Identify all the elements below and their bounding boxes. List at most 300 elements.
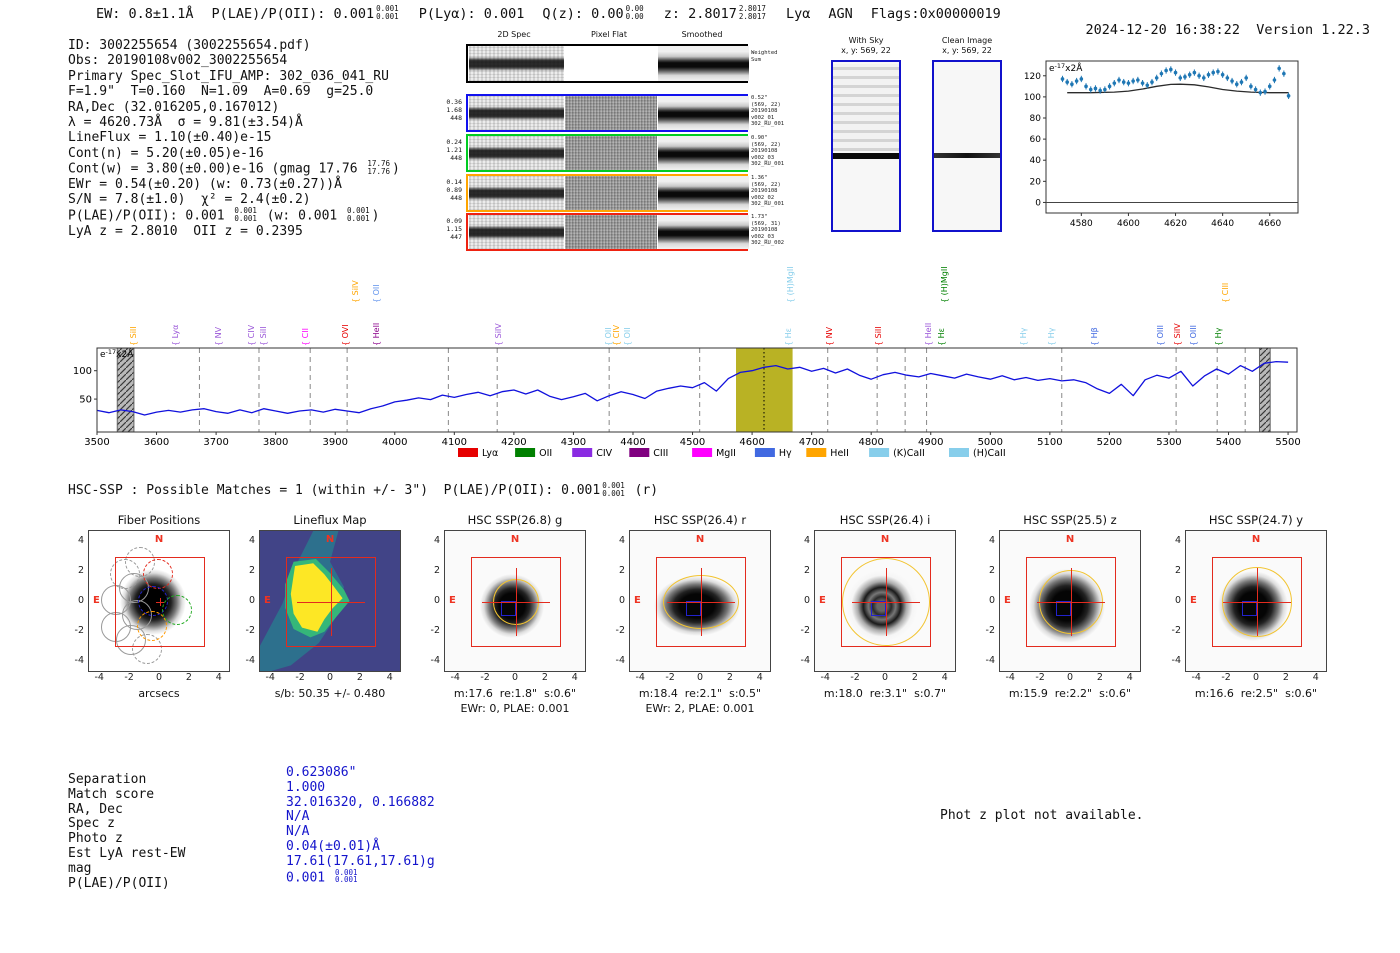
main-x-tick: 3600 (143, 437, 170, 448)
panel-title-g: HSC SSP(26.8) g (467, 513, 563, 527)
mini-data-point (1254, 88, 1258, 92)
row-left-label-line: 447 (450, 233, 462, 241)
spec2d-image (469, 96, 564, 130)
compass-east-label: E (1190, 595, 1197, 606)
emission-line-marker: { CIV (611, 324, 621, 346)
text-segment: (w: 0.001 (258, 208, 346, 224)
z-fraction: 2.8017 2.8017 (738, 4, 766, 21)
main-x-tick: 3700 (203, 437, 229, 448)
panel-x-tick: -2 (1221, 672, 1231, 683)
row-left-label-line: 448 (450, 194, 462, 202)
main-units-annotation: $e^{-17}x2Å$ (100, 348, 134, 360)
panel-x-tick: -4 (1005, 672, 1015, 683)
panel-x-tick: 0 (511, 672, 519, 683)
panel-y-tick: 0 (1174, 595, 1181, 606)
text-segment: ) (392, 161, 400, 177)
row-right-label-line: 20190108 (751, 108, 778, 114)
mini-y-tick: 60 (1029, 135, 1041, 146)
pixelflat-image (565, 136, 657, 170)
emission-line-marker: { SiIV (494, 323, 504, 346)
mini-data-point (1287, 94, 1291, 98)
legend-label: CIV (596, 448, 613, 459)
pixelflat-image (565, 215, 657, 249)
crosshair-v (1071, 568, 1072, 637)
mini-data-point (1193, 71, 1197, 75)
panel-y-tick: -2 (985, 624, 995, 636)
compass-east-label: E (93, 595, 100, 606)
match-row-label: P(LAE)/P(OII) (68, 875, 170, 891)
mini-data-point (1202, 76, 1206, 80)
match-row-label: Separation (68, 772, 147, 787)
row-right-label-line: 1.36" (751, 175, 768, 181)
mini-data-point (1131, 79, 1135, 83)
panel-y-tick: 0 (77, 595, 84, 606)
row-left-label-line: 0.89 (446, 186, 462, 194)
fraction-sub: 0.001 (347, 213, 370, 223)
panel-caption: m:16.6 re:2.5" s:0.6" (1194, 687, 1318, 700)
row-left-labels (432, 138, 462, 162)
row-right-label-line: 0.52" (751, 95, 768, 101)
panel-x-tick: 2 (1282, 672, 1289, 683)
panel-y-tick: -2 (1171, 624, 1181, 636)
compass-east-label: E (819, 595, 826, 606)
mini-data-point (1075, 79, 1079, 83)
mini-data-point (1221, 73, 1225, 77)
emission-line-marker: { OIII (1155, 324, 1165, 346)
spec2d-image (469, 46, 564, 81)
panel-y-tick: 2 (803, 565, 810, 577)
text-segment: Cont(w) = 3.80(±0.00)e-16 (gmag 17.76 (68, 161, 366, 177)
mini-x-tick: 4580 (1069, 219, 1093, 227)
cutout-2d-row (466, 174, 748, 212)
panel-x-tick: -4 (94, 672, 104, 683)
main-x-tick: 4900 (918, 437, 944, 448)
mini-x-tick: 4660 (1258, 219, 1282, 227)
panel-title-y: HSC SSP(24.7) y (1208, 513, 1304, 527)
mini-data-point (1084, 85, 1088, 89)
panel-caption: s/b: 50.35 +/- 0.480 (274, 687, 386, 700)
legend-label: CIII (653, 448, 669, 459)
panel-y-tick: -4 (430, 654, 440, 666)
emission-line-marker: { HeII (371, 322, 381, 346)
panel-x-tick: 2 (541, 672, 548, 683)
row-right-label-line: v002_02 (751, 194, 775, 201)
text-segment: Cont(n) = 5.20(±0.05)e-16 (68, 145, 264, 161)
panel-y-tick: -4 (615, 654, 625, 666)
hsc-match-text: HSC-SSP : Possible Matches = 1 (within +/- 3") P(LAE)/P(OII): 0.001 (68, 483, 601, 499)
mini-data-point (1230, 79, 1234, 83)
panel-y-tick: 4 (77, 535, 84, 547)
match-row-label: Spec z (68, 816, 115, 832)
match-row-label: mag (68, 860, 92, 876)
text-segment: RA,Dec (32.016205,0.167012) (68, 99, 280, 115)
match-table-values (286, 766, 435, 886)
info-line (68, 205, 400, 224)
panel-y-tick: 2 (1174, 565, 1181, 577)
text-segment: Primary Spec_Slot_IFU_AMP: 302_036_041_RU (68, 68, 389, 84)
row-right-label-line: 20190108 (751, 148, 778, 154)
compass-north-label: N (154, 534, 164, 545)
panel-x-tick: -4 (450, 672, 460, 683)
panel-x-tick: 2 (356, 672, 363, 683)
header-ew: EW: 0.8±1.1Å (96, 6, 194, 22)
hsc-plae-fraction: 0.001 0.001 (602, 481, 625, 498)
match-row-value: 0.04(±0.01)Å (286, 838, 380, 854)
panel-y-tick: -2 (245, 624, 255, 636)
summary-header (96, 6, 1001, 22)
panel-caption: EWr: 2, PLAE: 0.001 (645, 702, 755, 715)
emission-line-marker: { SiIV (351, 280, 361, 303)
panel-x-tick: -4 (1191, 672, 1201, 683)
emission-line-marker: { Hε (783, 328, 793, 346)
emission-line-marker: { (H)MgII (940, 266, 950, 303)
panel-y-tick: 0 (988, 595, 995, 606)
header-plae: P(LAE)/P(OII): 0.001 0.001 0.001 (211, 4, 399, 22)
panel-y-tick: -2 (74, 624, 84, 636)
match-row-value: N/A (286, 809, 310, 825)
text-segment: ) (371, 208, 380, 224)
row-right-labels (751, 214, 784, 247)
row-right-label-line: (569, 22) (751, 141, 781, 148)
emission-line-marker: { SiII (129, 326, 139, 346)
panel-x-tick: 4 (1312, 672, 1319, 683)
panel-y-tick: 4 (248, 535, 255, 547)
panel-title-i: HSC SSP(26.4) i (839, 513, 931, 527)
mini-data-point (1127, 81, 1131, 85)
text-segment: EWr = 0.54(±0.20) (w: 0.73(±0.27))Å (68, 177, 342, 193)
mini-data-point (1226, 76, 1230, 80)
panel-x-tick: 4 (1126, 672, 1133, 683)
panel-caption: m:18.4 re:2.1" s:0.5" (638, 687, 762, 700)
smoothed-image (658, 176, 749, 210)
info-block (68, 38, 400, 239)
info-line (68, 224, 400, 239)
masked-region-band (117, 348, 134, 432)
panel-x-tick: -2 (295, 672, 305, 683)
main-x-tick: 4400 (620, 437, 646, 448)
main-x-tick: 5200 (1096, 437, 1123, 448)
mini-data-point (1249, 85, 1253, 89)
main-plot-frame (97, 348, 1297, 432)
panel-x-tick: 0 (881, 672, 889, 683)
hsc-match-header (68, 483, 658, 499)
row-right-labels (751, 135, 784, 168)
panel-y-tick: -4 (800, 654, 810, 666)
panel-x-tick: 0 (326, 672, 334, 683)
panel-x-tick: -4 (265, 672, 275, 683)
mini-data-point (1145, 83, 1149, 87)
match-row-label: Match score (68, 786, 155, 802)
panel-x-tick: 4 (215, 672, 222, 683)
panel-x-tick: 4 (386, 672, 393, 683)
info-line (68, 69, 400, 84)
text-segment: P(LAE)/P(OII): 0.001 (68, 208, 233, 224)
emission-line-marker: { OIII (1188, 324, 1198, 346)
mini-y-tick: 0 (1035, 198, 1041, 209)
row-right-label-line: 1.73" (751, 214, 768, 220)
row-right-label-line: 20190108 (751, 227, 778, 233)
mini-data-point (1070, 82, 1074, 86)
emission-line-marker: { HeII (923, 322, 933, 346)
panel-y-tick: -4 (1171, 654, 1181, 666)
legend-label: (H)CaII (973, 448, 1006, 459)
info-line (68, 115, 400, 130)
fraction-sub: 17.76 (367, 167, 390, 177)
panel-x-tick: -2 (124, 672, 134, 683)
spec2d-column-header: Smoothed (681, 30, 723, 39)
panel-y-tick: -2 (615, 624, 625, 636)
info-line (68, 84, 400, 99)
crosshair-v (516, 568, 517, 637)
mini-data-point (1065, 80, 1069, 84)
mini-data-point (1103, 88, 1107, 92)
header-plya: P(Lyα): 0.001 (418, 6, 525, 22)
cutout-2d-row (466, 134, 748, 172)
sky-title-line: Clean Image (941, 36, 993, 45)
row-right-label-line: 302_RU_001 (751, 121, 785, 127)
mini-data-point (1098, 89, 1102, 93)
smoothed-image (658, 96, 749, 130)
sky-subtitle-line: x, y: 569, 22 (841, 46, 891, 55)
crosshair-v (331, 568, 332, 637)
mini-data-point (1207, 73, 1211, 77)
panel-x-tick: 0 (1066, 672, 1074, 683)
panel-x-tick: -2 (1035, 672, 1045, 683)
main-x-tick: 4800 (858, 437, 884, 448)
mini-data-point (1155, 76, 1159, 80)
row-left-labels (432, 98, 462, 122)
legend-swatch-(K)CaII (869, 448, 889, 457)
panel-y-tick: 2 (248, 565, 255, 577)
panel-y-tick: 4 (1174, 535, 1181, 547)
mini-data-point (1089, 88, 1093, 92)
main-x-tick: 5300 (1156, 437, 1182, 448)
panel-title-r: HSC SSP(26.4) r (653, 513, 747, 527)
header-agn: AGN (828, 6, 853, 22)
emission-line-marker: { Hγ (1047, 327, 1057, 346)
panel-title-z: HSC SSP(25.5) z (1023, 513, 1117, 527)
cutout-2d-row (466, 213, 748, 251)
panel-x-tick: -2 (665, 672, 675, 683)
text-segment: F=1.9" T=0.160 N=1.09 A=0.69 g=25.0 (68, 84, 374, 100)
emission-line-marker: { OII (623, 327, 633, 346)
panel-image-y (1185, 530, 1327, 672)
legend-swatch-Hγ (755, 448, 775, 457)
panel-y-tick: -4 (245, 654, 255, 666)
info-line (68, 130, 400, 145)
plae-fraction: 0.001 0.001 (376, 4, 399, 21)
row-right-label-line: 302_RU_001 (751, 201, 785, 207)
stacked-fraction (335, 869, 358, 885)
panel-x-tick: 0 (1252, 672, 1260, 683)
row-right-label-line: 302_RU_002 (751, 240, 785, 246)
mini-y-tick: 40 (1029, 156, 1041, 167)
fraction-sub: 0.001 (334, 875, 358, 885)
match-row-value: N/A (286, 824, 310, 840)
mini-data-point (1197, 74, 1201, 78)
sky-title-line: With Sky (848, 36, 884, 45)
emission-line-marker: { Hβ (1089, 327, 1099, 346)
report-date: 2024-12-20 16:38:22 (1085, 22, 1240, 38)
emission-line-marker: { SiII (874, 326, 884, 346)
crosshair-v (701, 568, 702, 637)
mini-data-point (1122, 80, 1126, 84)
mini-data-point (1112, 81, 1116, 85)
main-x-tick: 3900 (322, 437, 348, 448)
match-table-labels (68, 773, 185, 891)
emission-line-marker: { CIII (1220, 282, 1230, 303)
panel-x-tick: 2 (185, 672, 192, 683)
mini-data-point (1244, 76, 1248, 80)
emission-line-marker: { OII (371, 284, 381, 303)
panel-x-tick: 0 (696, 672, 704, 683)
compass-east-label: E (1004, 595, 1011, 606)
text-segment: Obs: 20190108v002_3002255654 (68, 53, 288, 69)
panel-x-tick: 0 (155, 672, 163, 683)
mini-data-point (1150, 80, 1154, 84)
sky-dark-band (934, 153, 1000, 158)
row-left-label-line: 0.09 (446, 217, 462, 225)
compass-north-label: N (1065, 534, 1075, 545)
main-y-tick: 50 (79, 394, 92, 406)
mini-data-point (1211, 71, 1215, 75)
mini-data-point (1268, 85, 1272, 89)
row-right-labels (751, 95, 784, 128)
main-x-tick: 4500 (679, 437, 706, 448)
clean-image (932, 60, 1002, 232)
match-row-value: 0.623086" (286, 765, 357, 780)
panel-x-tick: -2 (850, 672, 860, 683)
main-x-tick: 5500 (1275, 437, 1301, 448)
text-segment: 0.001 (286, 869, 333, 885)
spec2d-image (469, 136, 564, 170)
panel-y-tick: -4 (74, 654, 84, 666)
row-right-label-line: 0.90" (751, 135, 768, 141)
text-segment: λ = 4620.73Å σ = 9.81(±3.54)Å (68, 115, 303, 131)
mini-data-point (1141, 81, 1145, 85)
panel-caption: m:17.6 re:1.8" s:0.6" (453, 687, 577, 700)
compass-east-label: E (264, 595, 271, 606)
row-left-label-line: 448 (450, 154, 462, 162)
fraction-sup: 0.001 (234, 205, 257, 215)
match-row-label: Est LyA rest-EW (68, 845, 186, 861)
info-line (68, 53, 400, 68)
compass-north-label: N (695, 534, 705, 545)
with-sky-image (831, 60, 901, 232)
mini-data-point (1216, 70, 1220, 74)
panel-y-tick: 4 (618, 535, 625, 547)
fraction-sup: 0.001 (347, 205, 370, 215)
row-right-label-line: (569, 31) (751, 220, 781, 227)
panel-x-tick: 4 (756, 672, 763, 683)
panel-y-tick: 0 (433, 595, 440, 606)
masked-region-band (1259, 348, 1270, 432)
info-line (68, 38, 400, 53)
match-row-label: RA, Dec (68, 801, 123, 817)
mini-data-point (1282, 72, 1286, 76)
panel-x-tick: 2 (1096, 672, 1103, 683)
compass-east-label: E (449, 595, 456, 606)
row-right-label-line: v002_01 (751, 114, 775, 121)
mini-data-point (1061, 77, 1065, 81)
emission-line-marker: { OVI (340, 324, 350, 346)
text-segment: LineFlux = 1.10(±0.40)e-15 (68, 130, 272, 146)
header-qz: Q(z): 0.00 0.00 0.00 (542, 4, 644, 22)
panel-title-fiber: Fiber Positions (117, 513, 201, 527)
emission-line-marker: { (H)MgII (786, 266, 795, 303)
mini-data-point (1188, 73, 1192, 77)
mini-data-point (1277, 67, 1281, 71)
main-x-tick: 5100 (1037, 437, 1063, 448)
emission-line-marker: { Lyα (170, 324, 180, 346)
spectrum-line (97, 362, 1288, 415)
legend-swatch-CIII (629, 448, 649, 457)
compass-north-label: N (880, 534, 890, 545)
mini-data-point (1136, 78, 1140, 82)
row-left-labels (432, 178, 462, 202)
mini-data-point (1259, 91, 1263, 95)
panel-caption: m:18.0 re:3.1" s:0.7" (823, 687, 947, 700)
text-segment: ID: 3002255654 (3002255654.pdf) (68, 38, 311, 53)
row-left-label-line: 1.15 (446, 225, 462, 233)
fraction-sub: 0.001 (234, 213, 257, 223)
legend-label: Lyα (482, 448, 499, 459)
row-right-label-line: (569, 22) (751, 181, 781, 188)
stacked-fraction (234, 207, 257, 223)
fraction-sup: 0.001 (334, 867, 358, 877)
mini-data-point (1108, 85, 1112, 89)
legend-label: (K)CaII (893, 448, 925, 459)
smoothed-image (658, 136, 749, 170)
mini-y-tick: 80 (1029, 114, 1041, 124)
weighted-sum-label (751, 50, 778, 63)
mini-data-point (1183, 75, 1187, 79)
panel-y-tick: 2 (618, 565, 625, 577)
panel-image-fiber (88, 530, 230, 672)
row-left-label-line: 448 (450, 114, 462, 122)
emission-line-marker: { CII (300, 328, 310, 346)
mini-data-point (1164, 69, 1168, 73)
pixelflat-image (565, 96, 657, 130)
stacked-fraction (347, 207, 370, 223)
mini-y-tick: 100 (1023, 92, 1041, 103)
compass-north-label: N (325, 534, 335, 545)
match-row-value (286, 867, 435, 886)
legend-label: Hγ (778, 448, 792, 459)
panel-x-tick: 4 (571, 672, 578, 683)
mini-x-tick: 4640 (1211, 219, 1235, 227)
panel-x-tick: 2 (911, 672, 918, 683)
panel-y-tick: 4 (988, 535, 995, 547)
extraction-frame (115, 557, 205, 647)
row-right-label-line: 302_RU_001 (751, 161, 785, 167)
header-flags: Flags:0x00000019 (870, 6, 1001, 22)
panel-image-lineflux (259, 530, 401, 672)
emission-line-marker: { OII (603, 327, 613, 346)
legend-label: HeII (830, 448, 849, 459)
text-segment: S/N = 7.8(±1.0) χ² = 2.4(±0.2) (68, 192, 311, 208)
main-x-tick: 5400 (1215, 437, 1242, 448)
info-line (68, 161, 400, 177)
compass-north-label: N (1251, 534, 1261, 545)
mini-x-tick: 4620 (1164, 219, 1187, 227)
panel-caption: EWr: 0, PLAE: 0.001 (460, 702, 570, 715)
mini-data-point (1080, 77, 1084, 81)
panel-image-g (444, 530, 586, 672)
header-classification: Lyα (785, 6, 811, 22)
hsc-band: (r) (626, 483, 659, 499)
panel-image-r (629, 530, 771, 672)
